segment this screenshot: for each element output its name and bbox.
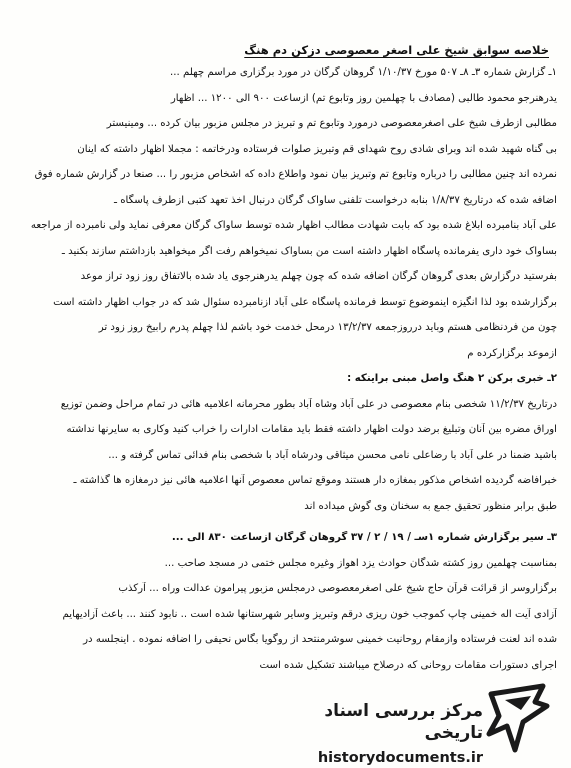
doc-line: آزادی آیت اله خمینی چاپ کموجب خون ریزی درقم وتبریز وسایر شهرستانها شده است .. نابود کنند ... باعث آزادیهایم <box>62 608 557 620</box>
section-3-heading: ۳ـ سیر برگزارش شماره ۱سـ / ۱۹ / ۲ / ۳۷ گروهان گرگان ازساعت ۸۳۰ الی ... <box>171 532 557 543</box>
doc-line: بفرستید درگزارش بعدی گروهان گرگان اضافه شده که چون چهلم یدرهنرجوی یاد شده بالاتفاق روز زود تراز موعد <box>80 271 557 282</box>
doc-line: اجرای دستورات مقامات روحانی که درصلاح میباشند تشکیل شده است <box>259 659 557 671</box>
bird-logo-icon <box>485 682 553 754</box>
doc-line: ازموعد برگزارکرده م <box>467 347 557 359</box>
doc-line: شده اند لعنت فرستاده وازمقام روحانیت خمینی سوشرمنتحد از روگویا بگاس نحیفی را اضافه نموده . اینجلسه در <box>83 634 557 645</box>
watermark-text <box>293 700 483 768</box>
doc-line: علی آباد بنامبرده ابلاغ شده بود که بابت شهادت مطالب اظهار شده توسط ساواک گرگان معرفی نماید ولی نامبرده از مراجعه <box>30 220 557 231</box>
doc-line: نمرده اند چنین مطالبی را درباره وتابوع تم وتبریز بیان نمود واطلاع داده که اشخاص مزبور را ... صنعا در گزارش شماره فوق <box>34 169 557 180</box>
watermark-url: historydocuments.ir <box>317 750 483 766</box>
watermark-site-name: مرکز بررسی اسناد تاریخی <box>324 701 483 743</box>
doc-line: برگزاروسر از قرائت قرآن حاج شیخ علی اصغرمعصوصی درمجلس مزبور پیرامون عدالت وراه ... آرکذب <box>118 583 557 594</box>
doc-line: اوراق مضره بین آنان وتبلیغ برضد دولت اظهار داشته فقط باید مقامات ادارات را خراب کنید وکاری به سایرنها نداشته <box>66 424 557 435</box>
document-title: خلاصه سوابق شیخ علی اصغر معصوصی دزکن دم هنگ <box>244 43 549 57</box>
doc-line: طبق برابر منظور تحقیق جمع به سخنان وی گوش میداده اند <box>304 500 557 512</box>
document-body <box>16 42 557 684</box>
doc-line: ۱ـ گزارش شماره ۳ـ ۸ـ ۵۰۷ مورخ ۱/۱۰/۳۷ گروهان گرگان در مورد برگزاری مراسم چهلم ... <box>170 67 557 78</box>
doc-line: بمناسبت چهلمین روز کشته شدگان حوادث یزد اهواز وغیره مجلس ختمی در مسجد صاحب ... <box>164 557 557 569</box>
doc-line: چون من فردنظامی هستم وباید درروزجمعه ۱۳/۲/۳۷ درمحل خدمت خود باشم لذا چهلم پدرم رابیخ روز زود تر <box>98 322 557 333</box>
doc-line: یدرهنرجو محمود طالبی (مصادف با چهلمین روز وتابوع تم) ازساعت ۹۰۰ الی ۱۲۰۰ ... اظهار <box>170 92 557 104</box>
doc-line: بساواک خود داری یفرمانده پاسگاه اظهار داشته است من بساواک نمیخواهم رفت اگر میخواهید بازداشتم سازند بکنید ـ <box>61 245 557 257</box>
doc-line: مطالبی ازطرف شیخ علی اصغرمعصوصی درمورد وتابوع تم و تبریز در مجلس مزبور بیان کرده ... ومینیستر <box>106 118 557 129</box>
doc-line: اضافه شده که درتاریخ ۱/۸/۳۷ بنابه درخواست تلفنی ساواک گرگان درنبال اخذ تعهد کتبی ازطرف پاسگاه ـ <box>113 194 557 206</box>
doc-line: خبرافاضه گردیده اشخاص مذکور بمغازه دار هستند وموقع تماس معصوص آنها اعلامیه هائی نیز درمغازه ها گذاشته ـ <box>73 475 557 486</box>
section-2-heading: ۲ـ خبری برکن ۲ هنگ واصل مبنی براینکه : <box>347 373 557 384</box>
doc-line: درتاریخ ۱۱/۲/۳۷ شخصی بنام معصوصی در علی آباد وشاه آباد بطور محرمانه اعلامیه هائی در تمام مراحل وضمن توزیع <box>60 398 557 410</box>
doc-line: برگزارشده بود لذا انگیزه اینموضوع توسط فرمانده پاسگاه علی آباد ازنامبرده سئوال شد که در جواب اظهار داشته است <box>53 296 557 308</box>
doc-line: بی گناه شهید شده اند وبرای شادی روح شهدای قم وتبریز صلوات فرستاده ودرخاتمه : مجملا اظهار داشته که اینان <box>77 143 557 155</box>
doc-line: باشید ضمنا در علی آباد با رضاعلی نامی محسن میثاقی ودرشاه آباد با شخصی بنام فدائی تماس گرفته و ... <box>108 449 557 461</box>
watermark <box>293 672 553 766</box>
